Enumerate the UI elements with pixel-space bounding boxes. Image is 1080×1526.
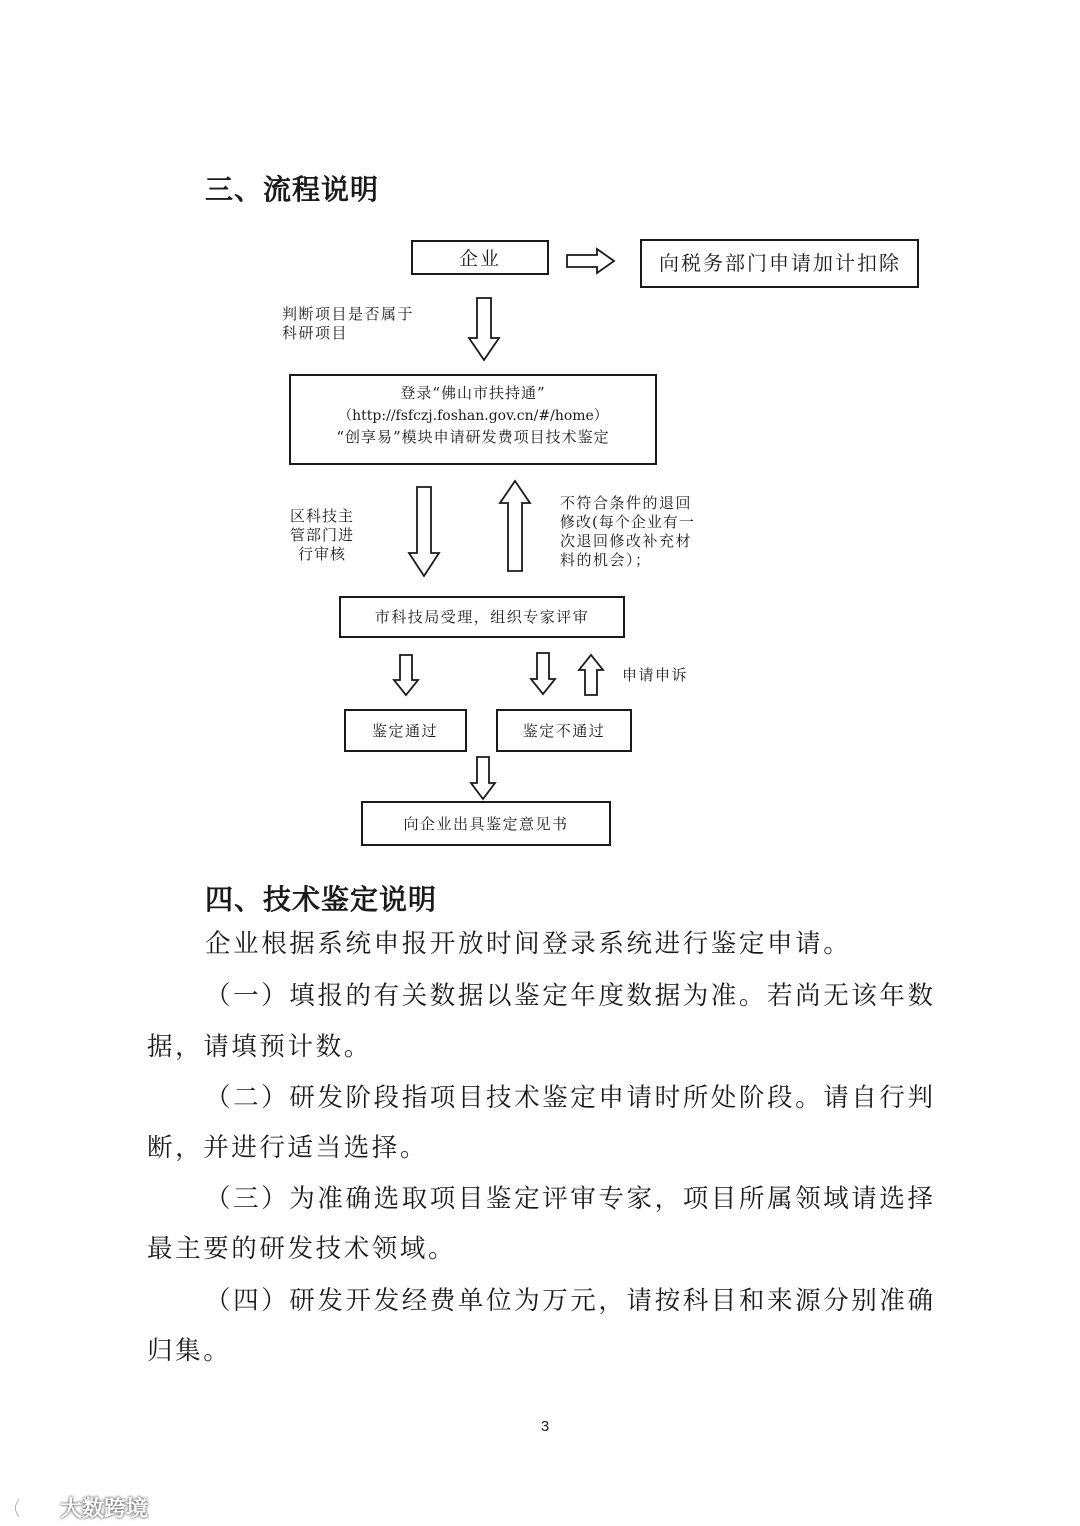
judge-label-line2: 科研项目	[282, 324, 349, 342]
login-line1: 登录“佛山市扶持通”	[400, 384, 546, 402]
item2-line1: （二）研发阶段指项目技术鉴定申请时所处阶段。请自行判	[205, 1083, 936, 1113]
city-label: 市科技局受理，组织专家评审	[374, 608, 590, 626]
item4-line2: 归集。	[147, 1336, 232, 1366]
watermark-text: 大数跨境	[60, 1497, 149, 1522]
arrow-down-icon	[469, 298, 499, 360]
login-line3: “创享易”模块申请研发费项目技术鉴定	[336, 428, 610, 446]
return-line2: 修改(每个企业有一	[560, 513, 695, 531]
enterprise-label: 企业	[458, 248, 502, 270]
logo-icon	[10, 1495, 56, 1521]
section4-title: 四、技术鉴定说明	[205, 883, 438, 916]
item1-line1: （一）填报的有关数据以鉴定年度数据为准。若尚无该年数	[205, 981, 936, 1011]
tax-label: 向税务部门申请加计扣除	[659, 251, 901, 275]
item1-line2: 据，请填预计数。	[147, 1032, 372, 1062]
arrow-down-icon	[409, 487, 439, 576]
appeal-label: 申请申诉	[622, 666, 689, 684]
intro-paragraph: 企业根据系统申报开放时间登录系统进行鉴定申请。	[205, 929, 852, 959]
section3-title: 三、流程说明	[205, 173, 380, 206]
district-line1: 区科技主	[290, 507, 355, 525]
pass-label: 鉴定通过	[371, 722, 439, 740]
item4-line1: （四）研发开发经费单位为万元，请按科目和来源分别准确	[205, 1286, 936, 1316]
login-line2: （http://fsfczj.foshan.gov.cn/#/home）	[338, 408, 608, 424]
arrow-down-icon	[394, 655, 418, 695]
arrow-down-icon	[471, 757, 495, 799]
district-line2: 管部门进	[290, 526, 355, 544]
item3-line1: （三）为准确选取项目鉴定评审专家，项目所属领域请选择	[205, 1184, 936, 1214]
arrow-up-icon	[500, 481, 530, 571]
return-line1: 不符合条件的退回	[560, 494, 693, 512]
watermark	[10, 1492, 148, 1523]
item3-line2: 最主要的研发技术领域。	[147, 1234, 457, 1264]
district-line3: 行审核	[298, 545, 347, 563]
arrow-right-icon	[567, 249, 614, 273]
item2-line2: 断，并进行适当选择。	[147, 1133, 429, 1163]
judge-label-line1: 判断项目是否属于	[282, 305, 415, 323]
arrow-up-icon	[579, 655, 603, 695]
page-number: 3	[540, 1418, 550, 1435]
return-line3: 次退回修改补充材	[560, 532, 693, 550]
opinion-label: 向企业出具鉴定意见书	[403, 815, 569, 833]
arrow-down-icon	[531, 653, 555, 694]
return-line4: 料的机会）；	[560, 551, 652, 569]
fail-label: 鉴定不通过	[522, 722, 606, 740]
